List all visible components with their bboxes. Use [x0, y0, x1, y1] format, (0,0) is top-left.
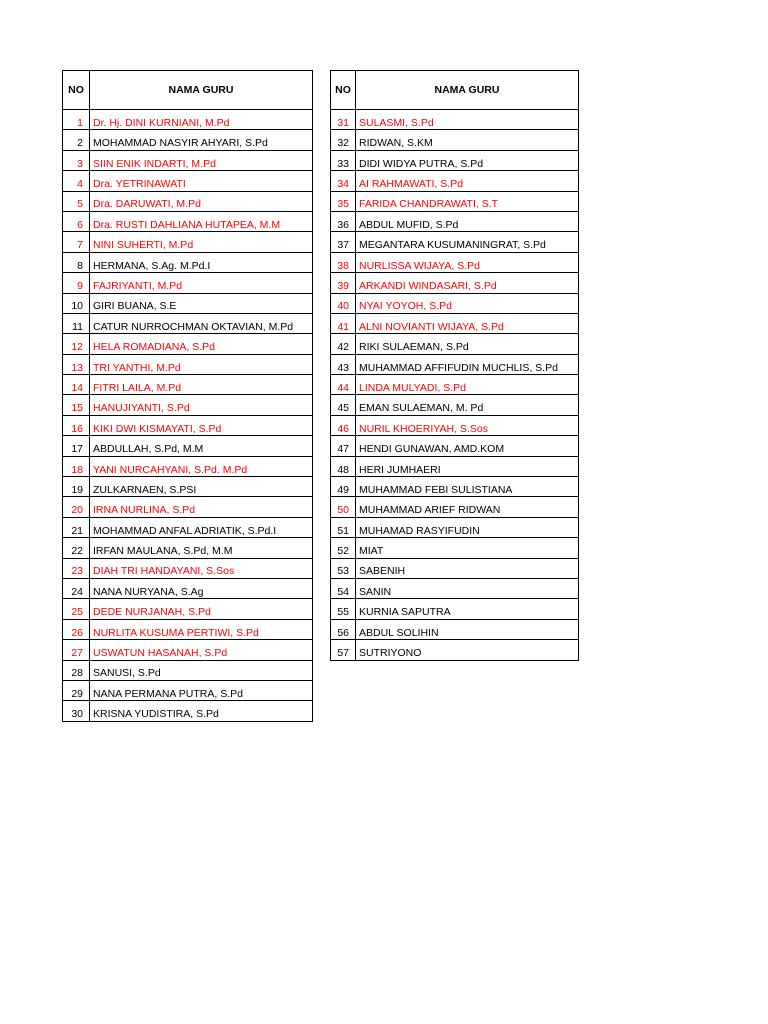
table-row	[331, 578, 579, 598]
table-row	[63, 477, 313, 497]
row-number: 49	[331, 477, 356, 497]
table-header-row	[331, 71, 579, 110]
table-row	[63, 375, 313, 395]
row-number: 21	[63, 517, 90, 537]
table-row	[63, 680, 313, 700]
table-row	[63, 150, 313, 170]
table-row	[63, 252, 313, 272]
row-number: 27	[63, 640, 90, 660]
teacher-name: ALNI NOVIANTI WIJAYA, S.Pd	[356, 313, 579, 333]
teacher-name: SANUSI, S.Pd	[90, 660, 313, 680]
table-row	[63, 517, 313, 537]
row-number: 56	[331, 619, 356, 639]
teacher-name: ABDUL MUFID, S.Pd	[356, 211, 579, 231]
table-row	[331, 313, 579, 333]
table-row	[331, 538, 579, 558]
row-number: 1	[63, 110, 90, 130]
teacher-name: DEDE NURJANAH, S.Pd	[90, 599, 313, 619]
row-number: 9	[63, 273, 90, 293]
teacher-name: MUHAMMAD ARIEF RIDWAN	[356, 497, 579, 517]
table-row	[331, 273, 579, 293]
teacher-name: Dr. Hj. DINI KURNIANI, M.Pd	[90, 110, 313, 130]
teacher-name: NURLITA KUSUMA PERTIWI, S.Pd	[90, 619, 313, 639]
teacher-name: NYAI YOYOH, S.Pd	[356, 293, 579, 313]
table-body-left	[63, 110, 313, 722]
row-number: 33	[331, 150, 356, 170]
row-number: 42	[331, 334, 356, 354]
teacher-table-right	[330, 70, 579, 661]
table-row	[331, 232, 579, 252]
teacher-name: ABDUL SOLIHIN	[356, 619, 579, 639]
row-number: 24	[63, 578, 90, 598]
table-row	[63, 211, 313, 231]
table-row	[63, 232, 313, 252]
row-number: 51	[331, 517, 356, 537]
row-number: 7	[63, 232, 90, 252]
row-number: 23	[63, 558, 90, 578]
table-row	[63, 456, 313, 476]
teacher-name: MUHAMAD RASYIFUDIN	[356, 517, 579, 537]
row-number: 30	[63, 701, 90, 721]
row-number: 15	[63, 395, 90, 415]
table-row	[331, 497, 579, 517]
row-number: 22	[63, 538, 90, 558]
table-row	[63, 191, 313, 211]
table-row	[63, 415, 313, 435]
teacher-name: DIAH TRI HANDAYANI, S.Sos	[90, 558, 313, 578]
header-name: NAMA GURU	[90, 71, 313, 110]
row-number: 45	[331, 395, 356, 415]
table-row	[63, 110, 313, 130]
row-number: 11	[63, 313, 90, 333]
teacher-name: KURNIA SAPUTRA	[356, 599, 579, 619]
row-number: 18	[63, 456, 90, 476]
row-number: 34	[331, 171, 356, 191]
row-number: 41	[331, 313, 356, 333]
teacher-name: AI RAHMAWATI, S.Pd	[356, 171, 579, 191]
header-no: NO	[331, 71, 356, 110]
teacher-name: NANA PERMANA PUTRA, S.Pd	[90, 680, 313, 700]
row-number: 52	[331, 538, 356, 558]
table-row	[331, 477, 579, 497]
row-number: 32	[331, 130, 356, 150]
teacher-name: RIKI SULAEMAN, S.Pd	[356, 334, 579, 354]
teacher-name: ZULKARNAEN, S.PSI	[90, 477, 313, 497]
table-row	[63, 599, 313, 619]
row-number: 13	[63, 354, 90, 374]
teacher-name: NURLISSA WIJAYA, S.Pd	[356, 252, 579, 272]
teacher-name: SIIN ENIK INDARTI, M.Pd	[90, 150, 313, 170]
table-row	[331, 619, 579, 639]
row-number: 37	[331, 232, 356, 252]
row-number: 48	[331, 456, 356, 476]
header-name: NAMA GURU	[356, 71, 579, 110]
row-number: 8	[63, 252, 90, 272]
teacher-name: HANUJIYANTI, S.Pd	[90, 395, 313, 415]
teacher-name: NINI SUHERTI, M.Pd	[90, 232, 313, 252]
teacher-name: HERMANA, S.Ag. M.Pd.I	[90, 252, 313, 272]
row-number: 2	[63, 130, 90, 150]
row-number: 29	[63, 680, 90, 700]
row-number: 57	[331, 640, 356, 660]
teacher-name: ABDULLAH, S.Pd, M.M	[90, 436, 313, 456]
table-row	[331, 517, 579, 537]
table-row	[63, 171, 313, 191]
row-number: 31	[331, 110, 356, 130]
teacher-name: YANI NURCAHYANI, S.Pd. M.Pd	[90, 456, 313, 476]
row-number: 3	[63, 150, 90, 170]
teacher-name: Dra. DARUWATI, M.Pd	[90, 191, 313, 211]
row-number: 54	[331, 578, 356, 598]
row-number: 36	[331, 211, 356, 231]
row-number: 12	[63, 334, 90, 354]
teacher-name: MUHAMMAD AFFIFUDIN MUCHLIS, S.Pd	[356, 354, 579, 374]
table-row	[331, 191, 579, 211]
row-number: 26	[63, 619, 90, 639]
table-row	[331, 130, 579, 150]
teacher-name: SANIN	[356, 578, 579, 598]
table-row	[63, 273, 313, 293]
table-row	[331, 456, 579, 476]
row-number: 50	[331, 497, 356, 517]
table-row	[63, 619, 313, 639]
table-row	[331, 334, 579, 354]
teacher-name: DIDI WIDYA PUTRA, S.Pd	[356, 150, 579, 170]
table-row	[63, 497, 313, 517]
row-number: 5	[63, 191, 90, 211]
row-number: 39	[331, 273, 356, 293]
table-row	[331, 293, 579, 313]
teacher-name: HENDI GUNAWAN, AMD.KOM	[356, 436, 579, 456]
row-number: 43	[331, 354, 356, 374]
teacher-name: FAJRIYANTI, M.Pd	[90, 273, 313, 293]
table-row	[331, 211, 579, 231]
table-row	[331, 415, 579, 435]
teacher-name: MIAT	[356, 538, 579, 558]
teacher-name: Dra. YETRINAWATI	[90, 171, 313, 191]
teacher-name: HELA ROMADIANA, S.Pd	[90, 334, 313, 354]
teacher-name: GIRI BUANA, S.E	[90, 293, 313, 313]
teacher-name: MUHAMMAD FEBI SULISTIANA	[356, 477, 579, 497]
teacher-name: MOHAMMAD ANFAL ADRIATIK, S.Pd.I	[90, 517, 313, 537]
row-number: 46	[331, 415, 356, 435]
table-row	[331, 150, 579, 170]
teacher-name: TRI YANTHI, M.Pd	[90, 354, 313, 374]
teacher-name: KRISNA YUDISTIRA, S.Pd	[90, 701, 313, 721]
row-number: 14	[63, 375, 90, 395]
table-row	[63, 436, 313, 456]
teacher-name: MEGANTARA KUSUMANINGRAT, S.Pd	[356, 232, 579, 252]
table-row	[63, 130, 313, 150]
row-number: 28	[63, 660, 90, 680]
teacher-name: KIKI DWI KISMAYATI, S.Pd	[90, 415, 313, 435]
row-number: 55	[331, 599, 356, 619]
row-number: 16	[63, 415, 90, 435]
table-row	[331, 375, 579, 395]
teacher-name: FITRI LAILA, M.Pd	[90, 375, 313, 395]
teacher-name: Dra. RUSTI DAHLIANA HUTAPEA, M.M	[90, 211, 313, 231]
teacher-name: HERI JUMHAERI	[356, 456, 579, 476]
row-number: 38	[331, 252, 356, 272]
row-number: 44	[331, 375, 356, 395]
row-number: 53	[331, 558, 356, 578]
table-row	[331, 171, 579, 191]
table-row	[331, 558, 579, 578]
teacher-table-left	[62, 70, 313, 722]
table-row	[331, 436, 579, 456]
table-body-right	[331, 110, 579, 661]
teacher-name: LINDA MULYADI, S.Pd	[356, 375, 579, 395]
teacher-name: SULASMI, S.Pd	[356, 110, 579, 130]
row-number: 47	[331, 436, 356, 456]
table-row	[63, 395, 313, 415]
teacher-name: EMAN SULAEMAN, M. Pd	[356, 395, 579, 415]
table-row	[331, 640, 579, 660]
row-number: 35	[331, 191, 356, 211]
row-number: 40	[331, 293, 356, 313]
table-row	[63, 640, 313, 660]
row-number: 19	[63, 477, 90, 497]
table-row	[331, 599, 579, 619]
teacher-name: SUTRIYONO	[356, 640, 579, 660]
teacher-name: CATUR NURROCHMAN OKTAVIAN, M.Pd	[90, 313, 313, 333]
table-row	[63, 354, 313, 374]
row-number: 6	[63, 211, 90, 231]
table-row	[63, 313, 313, 333]
table-row	[331, 252, 579, 272]
teacher-name: IRNA NURLINA, S.Pd	[90, 497, 313, 517]
row-number: 4	[63, 171, 90, 191]
header-no: NO	[63, 71, 90, 110]
table-row	[331, 110, 579, 130]
table-row	[63, 578, 313, 598]
table-row	[63, 660, 313, 680]
table-row	[63, 334, 313, 354]
row-number: 25	[63, 599, 90, 619]
row-number: 17	[63, 436, 90, 456]
teacher-name: USWATUN HASANAH, S.Pd	[90, 640, 313, 660]
teacher-name: ARKANDI WINDASARI, S.Pd	[356, 273, 579, 293]
table-row	[63, 558, 313, 578]
table-row	[63, 701, 313, 721]
teacher-name: IRFAN MAULANA, S.Pd, M.M	[90, 538, 313, 558]
row-number: 20	[63, 497, 90, 517]
table-row	[331, 354, 579, 374]
table-header-row	[63, 71, 313, 110]
table-row	[331, 395, 579, 415]
teacher-name: MOHAMMAD NASYIR AHYARI, S.Pd	[90, 130, 313, 150]
teacher-name: NANA NURYANA, S.Ag	[90, 578, 313, 598]
row-number: 10	[63, 293, 90, 313]
teacher-name: RIDWAN, S.KM	[356, 130, 579, 150]
table-row	[63, 293, 313, 313]
teacher-name: FARIDA CHANDRAWATI, S.T	[356, 191, 579, 211]
table-row	[63, 538, 313, 558]
teacher-name: SABENIH	[356, 558, 579, 578]
teacher-name: NURIL KHOERIYAH, S.Sos	[356, 415, 579, 435]
